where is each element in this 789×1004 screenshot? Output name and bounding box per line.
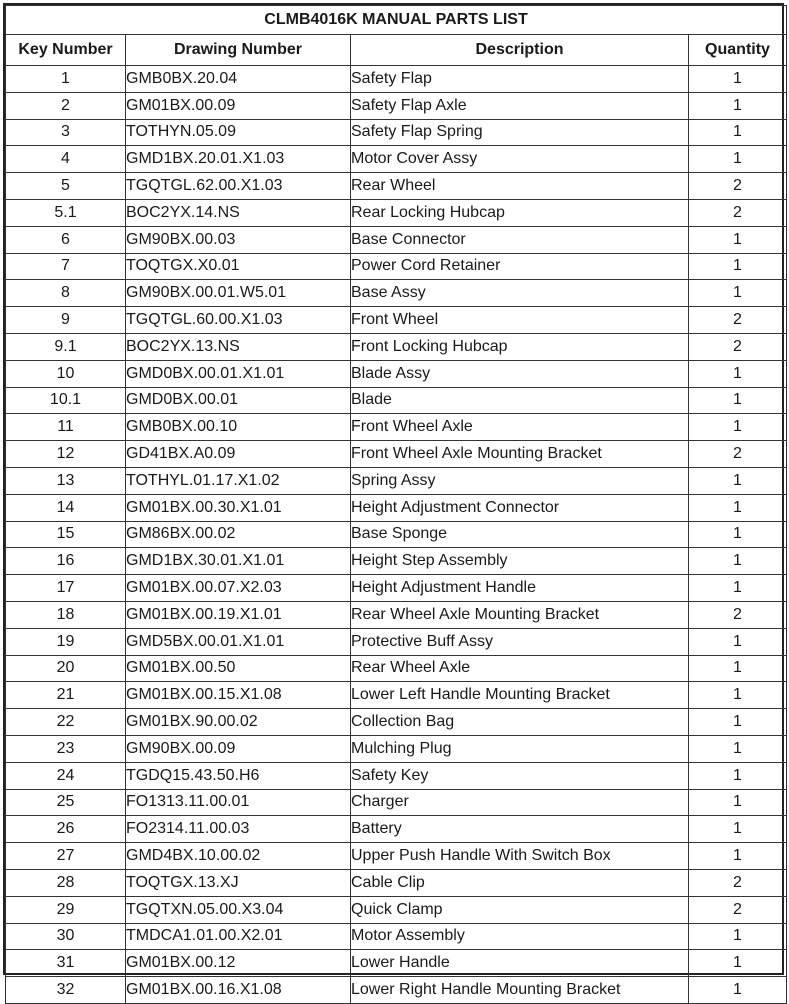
table-row [6, 923, 787, 950]
description-cell: Protective Buff Assy [351, 628, 689, 655]
quantity-cell: 2 [689, 441, 787, 468]
description-cell: Rear Locking Hubcap [351, 199, 689, 226]
table-row [6, 735, 787, 762]
table-row [6, 950, 787, 977]
drawing-number-cell: GM90BX.00.03 [126, 226, 351, 253]
drawing-number-cell: GM01BX.00.07.X2.03 [126, 575, 351, 602]
quantity-cell: 1 [689, 467, 787, 494]
key-number-cell: 31 [6, 950, 126, 977]
drawing-number-cell: TGQTGL.60.00.X1.03 [126, 307, 351, 334]
table-row [6, 601, 787, 628]
drawing-number-cell: GMD1BX.30.01.X1.01 [126, 548, 351, 575]
drawing-number-cell: GMB0BX.20.04 [126, 66, 351, 93]
description-cell: Battery [351, 816, 689, 843]
drawing-number-cell: BOC2YX.13.NS [126, 333, 351, 360]
description-cell: Rear Wheel Axle [351, 655, 689, 682]
description-cell: Charger [351, 789, 689, 816]
description-cell: Spring Assy [351, 467, 689, 494]
table-row [6, 843, 787, 870]
drawing-number-cell: GM01BX.00.19.X1.01 [126, 601, 351, 628]
drawing-number-cell: GM01BX.90.00.02 [126, 709, 351, 736]
key-number-cell: 7 [6, 253, 126, 280]
description-cell: Power Cord Retainer [351, 253, 689, 280]
key-number-cell: 19 [6, 628, 126, 655]
drawing-number-cell: TMDCA1.01.00.X2.01 [126, 923, 351, 950]
drawing-number-cell: TGQTXN.05.00.X3.04 [126, 896, 351, 923]
table-row [6, 816, 787, 843]
table-row [6, 360, 787, 387]
description-cell: Safety Key [351, 762, 689, 789]
key-number-cell: 15 [6, 521, 126, 548]
table-row [6, 896, 787, 923]
description-cell: Safety Flap Axle [351, 92, 689, 119]
key-number-cell: 21 [6, 682, 126, 709]
description-cell: Base Assy [351, 280, 689, 307]
drawing-number-cell: GM01BX.00.30.X1.01 [126, 494, 351, 521]
quantity-cell: 2 [689, 896, 787, 923]
description-cell: Blade [351, 387, 689, 414]
key-number-cell: 2 [6, 92, 126, 119]
quantity-cell: 1 [689, 92, 787, 119]
quantity-cell: 1 [689, 226, 787, 253]
drawing-number-cell: GMD4BX.10.00.02 [126, 843, 351, 870]
description-cell: Mulching Plug [351, 735, 689, 762]
key-number-cell: 1 [6, 66, 126, 93]
description-cell: Safety Flap [351, 66, 689, 93]
table-row [6, 280, 787, 307]
drawing-number-cell: GM01BX.00.09 [126, 92, 351, 119]
key-number-cell: 32 [6, 977, 126, 1004]
table-row [6, 66, 787, 93]
drawing-number-cell: GM01BX.00.50 [126, 655, 351, 682]
key-number-cell: 13 [6, 467, 126, 494]
table-row [6, 709, 787, 736]
description-cell: Base Connector [351, 226, 689, 253]
drawing-number-cell: GM90BX.00.01.W5.01 [126, 280, 351, 307]
description-cell: Lower Handle [351, 950, 689, 977]
title-row [6, 6, 787, 35]
key-number-cell: 22 [6, 709, 126, 736]
key-number-cell: 26 [6, 816, 126, 843]
drawing-number-cell: GMB0BX.00.10 [126, 414, 351, 441]
table-row [6, 521, 787, 548]
table-row [6, 92, 787, 119]
description-cell: Height Adjustment Handle [351, 575, 689, 602]
table-row [6, 333, 787, 360]
header-description: Description [351, 35, 689, 66]
header-drawing-number: Drawing Number [126, 35, 351, 66]
parts-rows [6, 66, 787, 1004]
key-number-cell: 29 [6, 896, 126, 923]
drawing-number-cell: GMD1BX.20.01.X1.03 [126, 146, 351, 173]
table-title: CLMB4016K MANUAL PARTS LIST [6, 6, 787, 35]
drawing-number-cell: BOC2YX.14.NS [126, 199, 351, 226]
key-number-cell: 11 [6, 414, 126, 441]
drawing-number-cell: GM86BX.00.02 [126, 521, 351, 548]
description-cell: Quick Clamp [351, 896, 689, 923]
description-cell: Height Step Assembly [351, 548, 689, 575]
table-row [6, 628, 787, 655]
key-number-cell: 10.1 [6, 387, 126, 414]
drawing-number-cell: GD41BX.A0.09 [126, 441, 351, 468]
description-cell: Lower Right Handle Mounting Bracket [351, 977, 689, 1004]
quantity-cell: 1 [689, 843, 787, 870]
table-row [6, 762, 787, 789]
parts-table [5, 5, 787, 1004]
quantity-cell: 1 [689, 360, 787, 387]
quantity-cell: 1 [689, 521, 787, 548]
table-row [6, 441, 787, 468]
quantity-cell: 1 [689, 494, 787, 521]
drawing-number-cell: TGDQ15.43.50.H6 [126, 762, 351, 789]
description-cell: Base Sponge [351, 521, 689, 548]
description-cell: Motor Assembly [351, 923, 689, 950]
table-row [6, 682, 787, 709]
key-number-cell: 5.1 [6, 199, 126, 226]
drawing-number-cell: GM90BX.00.09 [126, 735, 351, 762]
quantity-cell: 2 [689, 307, 787, 334]
table-row [6, 414, 787, 441]
quantity-cell: 1 [689, 280, 787, 307]
quantity-cell: 2 [689, 199, 787, 226]
header-row [6, 35, 787, 66]
description-cell: Motor Cover Assy [351, 146, 689, 173]
quantity-cell: 2 [689, 173, 787, 200]
table-row [6, 226, 787, 253]
drawing-number-cell: TGQTGL.62.00.X1.03 [126, 173, 351, 200]
drawing-number-cell: FO2314.11.00.03 [126, 816, 351, 843]
description-cell: Height Adjustment Connector [351, 494, 689, 521]
table-row [6, 146, 787, 173]
key-number-cell: 6 [6, 226, 126, 253]
description-cell: Upper Push Handle With Switch Box [351, 843, 689, 870]
header-key-number: Key Number [6, 35, 126, 66]
quantity-cell: 1 [689, 735, 787, 762]
table-row [6, 655, 787, 682]
quantity-cell: 1 [689, 950, 787, 977]
quantity-cell: 2 [689, 601, 787, 628]
key-number-cell: 25 [6, 789, 126, 816]
key-number-cell: 17 [6, 575, 126, 602]
key-number-cell: 3 [6, 119, 126, 146]
quantity-cell: 1 [689, 977, 787, 1004]
parts-list-sheet [3, 3, 784, 998]
description-cell: Rear Wheel [351, 173, 689, 200]
table-row [6, 869, 787, 896]
quantity-cell: 2 [689, 869, 787, 896]
quantity-cell: 1 [689, 414, 787, 441]
quantity-cell: 1 [689, 575, 787, 602]
key-number-cell: 4 [6, 146, 126, 173]
description-cell: Blade Assy [351, 360, 689, 387]
description-cell: Front Wheel [351, 307, 689, 334]
quantity-cell: 1 [689, 789, 787, 816]
key-number-cell: 12 [6, 441, 126, 468]
key-number-cell: 9.1 [6, 333, 126, 360]
table-row [6, 307, 787, 334]
drawing-number-cell: GMD5BX.00.01.X1.01 [126, 628, 351, 655]
table-row [6, 387, 787, 414]
header-quantity: Quantity [689, 35, 787, 66]
description-cell: Collection Bag [351, 709, 689, 736]
quantity-cell: 1 [689, 762, 787, 789]
quantity-cell: 1 [689, 923, 787, 950]
description-cell: Rear Wheel Axle Mounting Bracket [351, 601, 689, 628]
key-number-cell: 14 [6, 494, 126, 521]
quantity-cell: 1 [689, 548, 787, 575]
key-number-cell: 28 [6, 869, 126, 896]
quantity-cell: 1 [689, 119, 787, 146]
key-number-cell: 5 [6, 173, 126, 200]
key-number-cell: 20 [6, 655, 126, 682]
key-number-cell: 8 [6, 280, 126, 307]
key-number-cell: 10 [6, 360, 126, 387]
drawing-number-cell: FO1313.11.00.01 [126, 789, 351, 816]
drawing-number-cell: TOTHYN.05.09 [126, 119, 351, 146]
table-row [6, 494, 787, 521]
description-cell: Front Locking Hubcap [351, 333, 689, 360]
key-number-cell: 24 [6, 762, 126, 789]
quantity-cell: 1 [689, 253, 787, 280]
table-row [6, 467, 787, 494]
table-row [6, 173, 787, 200]
drawing-number-cell: GMD0BX.00.01 [126, 387, 351, 414]
table-row [6, 575, 787, 602]
key-number-cell: 18 [6, 601, 126, 628]
quantity-cell: 1 [689, 387, 787, 414]
quantity-cell: 1 [689, 655, 787, 682]
quantity-cell: 1 [689, 709, 787, 736]
key-number-cell: 27 [6, 843, 126, 870]
key-number-cell: 30 [6, 923, 126, 950]
description-cell: Front Wheel Axle [351, 414, 689, 441]
drawing-number-cell: GM01BX.00.12 [126, 950, 351, 977]
quantity-cell: 1 [689, 146, 787, 173]
quantity-cell: 1 [689, 816, 787, 843]
table-row [6, 119, 787, 146]
description-cell: Cable Clip [351, 869, 689, 896]
quantity-cell: 1 [689, 66, 787, 93]
quantity-cell: 1 [689, 682, 787, 709]
description-cell: Lower Left Handle Mounting Bracket [351, 682, 689, 709]
drawing-number-cell: TOTHYL.01.17.X1.02 [126, 467, 351, 494]
table-row [6, 548, 787, 575]
drawing-number-cell: TOQTGX.13.XJ [126, 869, 351, 896]
quantity-cell: 1 [689, 628, 787, 655]
key-number-cell: 16 [6, 548, 126, 575]
table-row [6, 977, 787, 1004]
drawing-number-cell: GM01BX.00.15.X1.08 [126, 682, 351, 709]
table-row [6, 253, 787, 280]
key-number-cell: 23 [6, 735, 126, 762]
table-row [6, 789, 787, 816]
drawing-number-cell: TOQTGX.X0.01 [126, 253, 351, 280]
description-cell: Front Wheel Axle Mounting Bracket [351, 441, 689, 468]
key-number-cell: 9 [6, 307, 126, 334]
description-cell: Safety Flap Spring [351, 119, 689, 146]
table-row [6, 199, 787, 226]
drawing-number-cell: GM01BX.00.16.X1.08 [126, 977, 351, 1004]
drawing-number-cell: GMD0BX.00.01.X1.01 [126, 360, 351, 387]
quantity-cell: 2 [689, 333, 787, 360]
